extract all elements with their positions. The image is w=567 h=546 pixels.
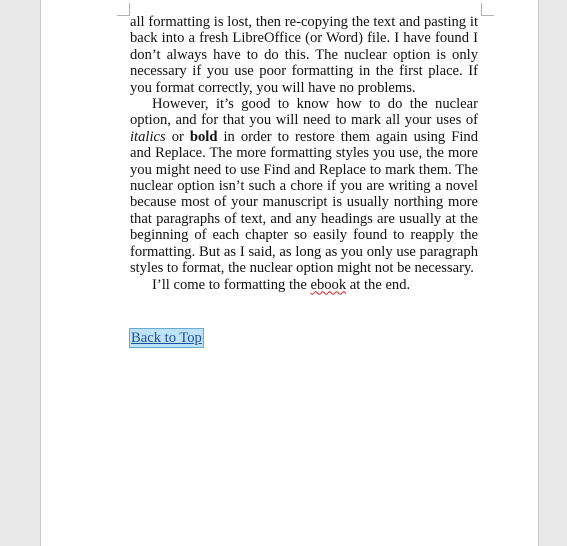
paragraph-2-text-b: or (165, 128, 190, 145)
paragraph-3[interactable] (130, 277, 478, 293)
back-to-top-container (129, 328, 204, 348)
paragraph-3-text-b: at the end. (346, 276, 411, 293)
bold-word: bold (189, 128, 218, 145)
text-boundary-corner-left (117, 3, 130, 16)
paragraph-1[interactable] (130, 14, 478, 96)
text-boundary-corner-right (481, 3, 494, 16)
paragraph-2-text-a: However, it’s good to know how to do the nuclear option, and for that you will need to mark all your uses of (130, 96, 478, 129)
italics-word: italics (130, 128, 166, 145)
back-to-top-link[interactable]: Back to Top (131, 330, 202, 346)
document-body[interactable] (130, 14, 478, 293)
paragraph-3-text-a: I’ll come to formatting the (152, 276, 311, 293)
document-page[interactable] (40, 0, 539, 546)
misspelled-word[interactable]: ebook (310, 276, 347, 293)
paragraph-2-text-c: in order to restore them again using Find and Replace. The more formatting styles you use, the more you might need to use Find and Replace to mark them. The nuclear option isn’t such a chore if you are writing a novel because most of your manuscript is usually northing more that paragraphs of text, and any headings are usually at the beginning of each chapter so easily found to reapply the formatting. But as I said, as long as you only use paragraph styles to format, the nuclear option might not be necessary. (130, 128, 478, 277)
paragraph-2[interactable] (130, 96, 478, 276)
paragraph-1-text: all formatting is lost, then re-copying the text and pasting it back into a fresh LibreOffice (or Word) file. I have found I don’t always have to do this. The nuclear option is only necessary if you use poor formatting in the first place. If you format correctly, you will have no problems. (130, 14, 478, 96)
